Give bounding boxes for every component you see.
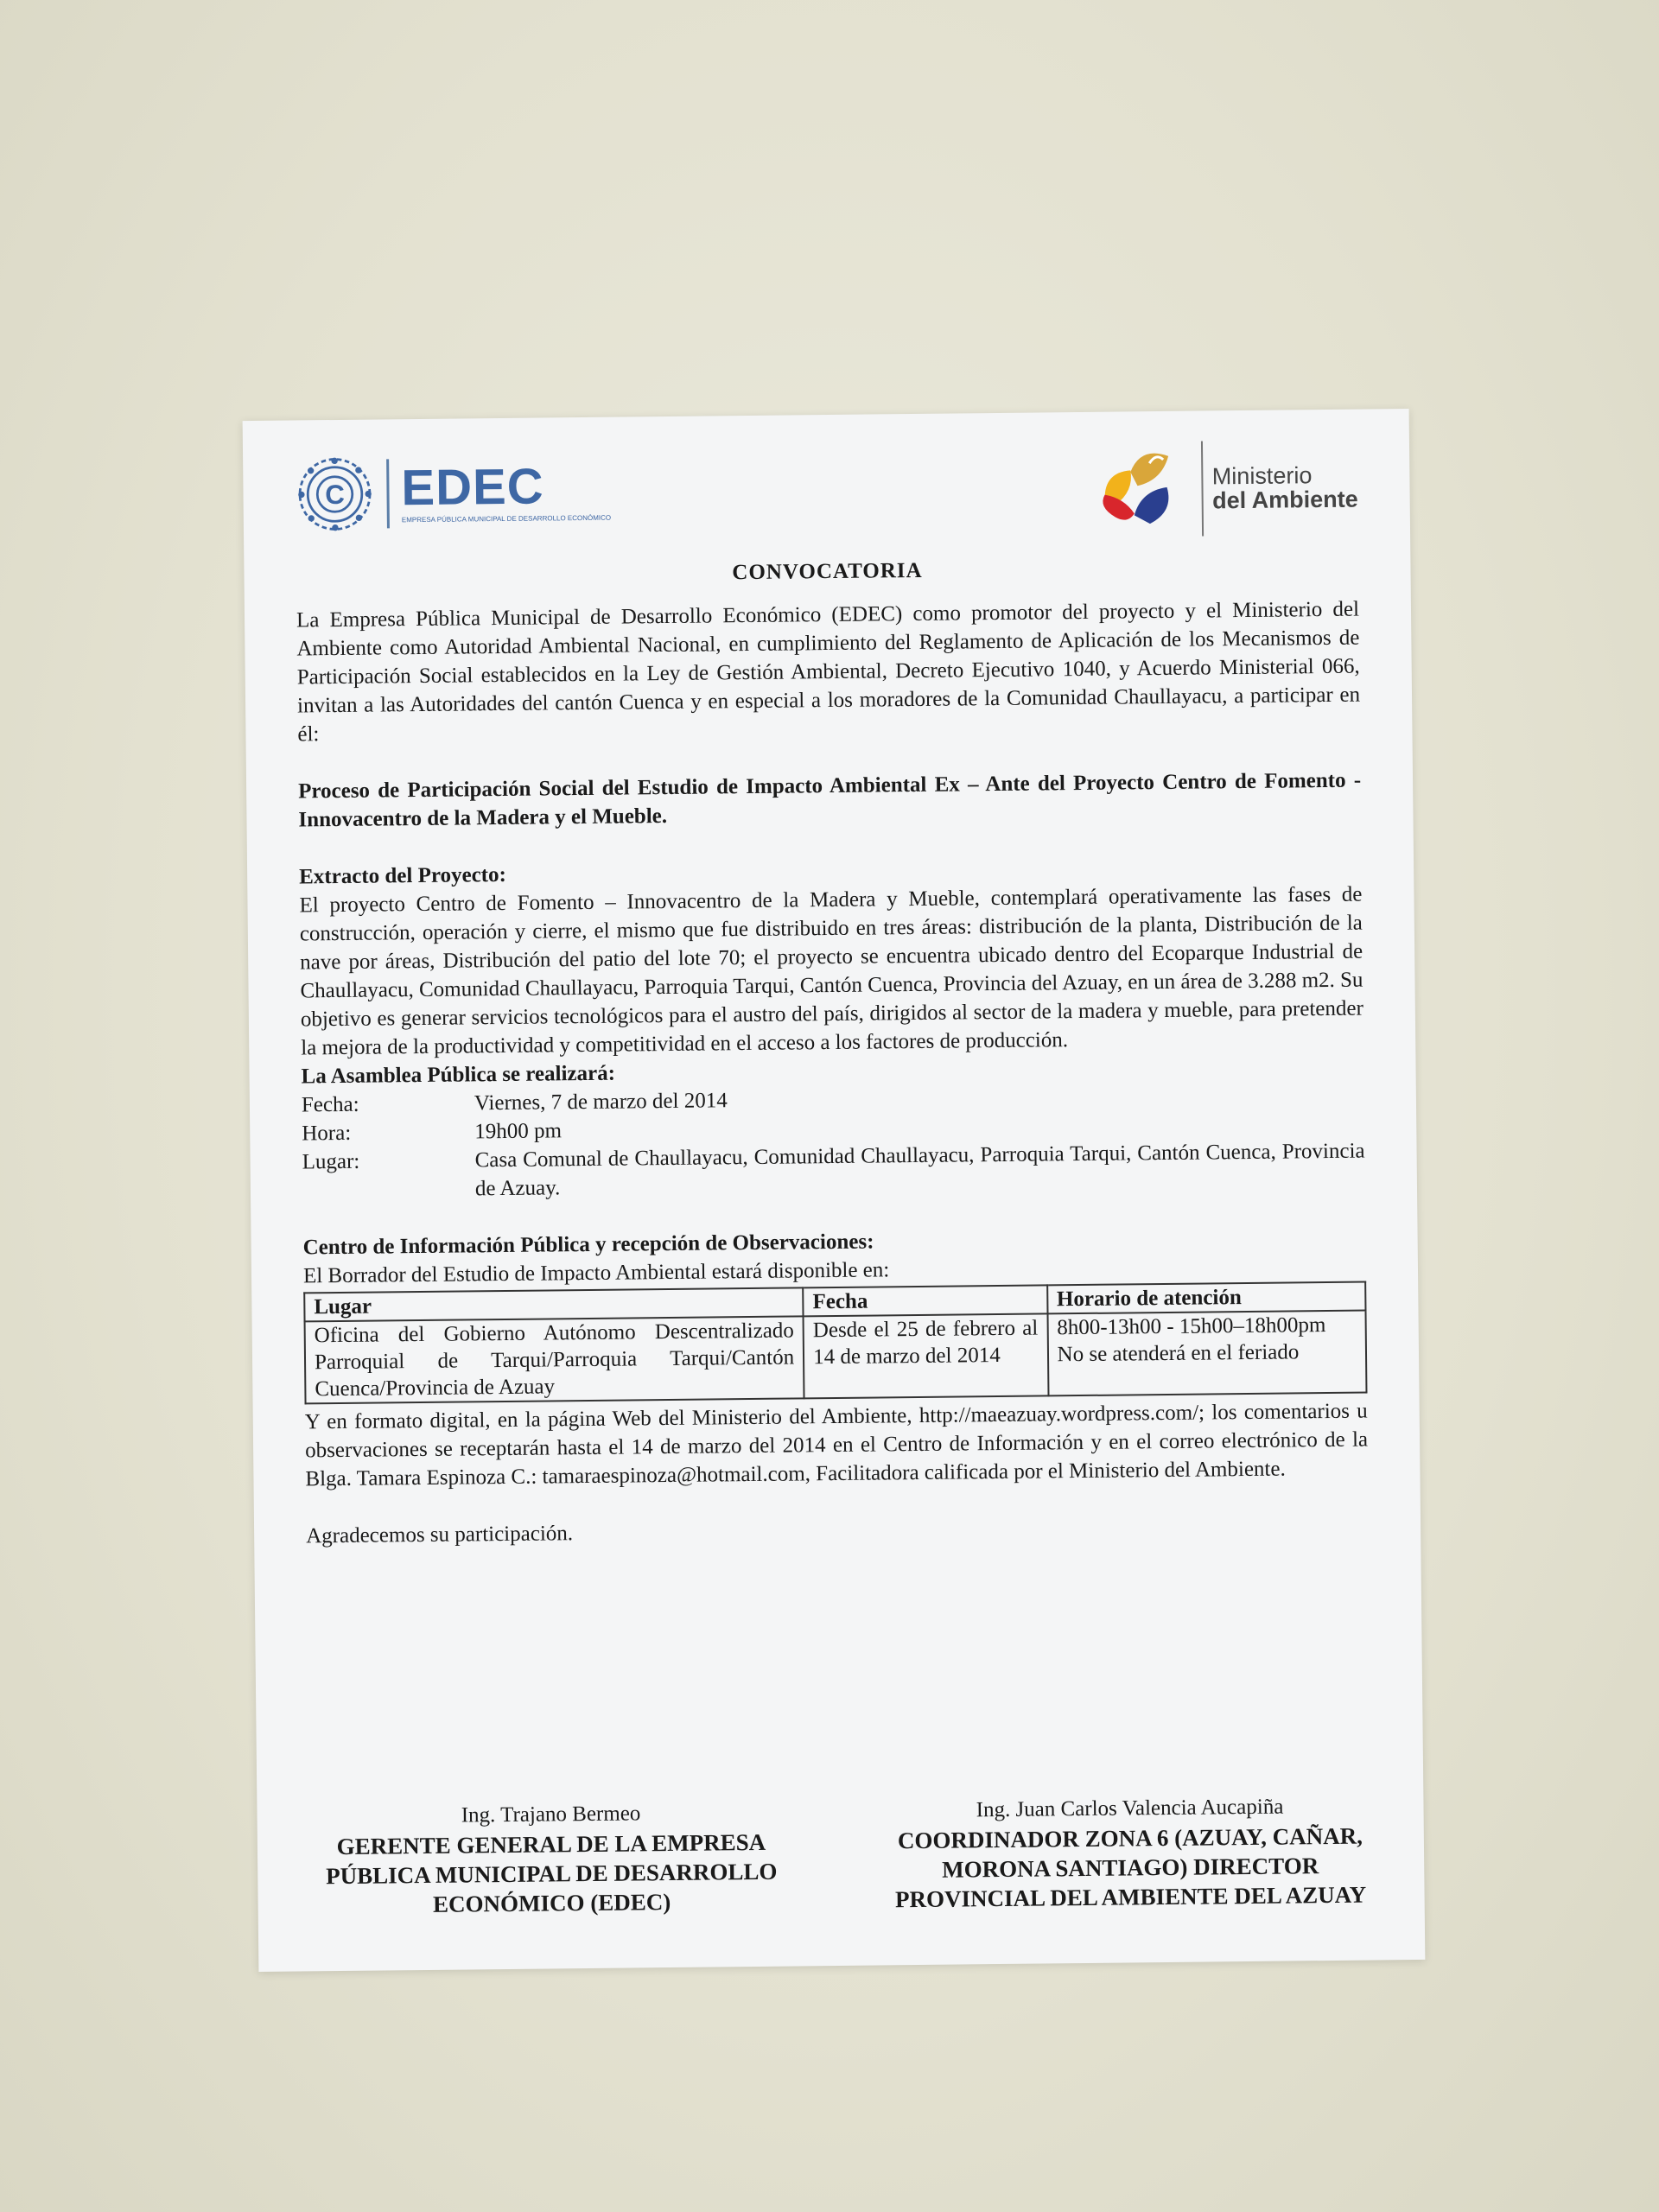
ministerio-emblem-icon xyxy=(1089,437,1193,542)
signature-right xyxy=(887,1792,1372,1915)
edec-divider xyxy=(386,459,390,528)
info-intro: El Borrador del Estudio de Impacto Ambiental estará disponible en: xyxy=(302,1258,890,1288)
edec-name: EDEC xyxy=(401,458,544,516)
assembly-hora-label: Hora: xyxy=(302,1121,352,1146)
ministerio-logo xyxy=(1089,435,1358,542)
signature-right-name: Ing. Juan Carlos Valencia Aucapiña xyxy=(976,1795,1284,1822)
table-header-horario: Horario de atención xyxy=(1047,1282,1366,1314)
intro-paragraph: La Empresa Pública Municipal de Desarrollo Económico (EDEC) como promotor del proyecto y el Ministerio del Ambiente como Autoridad Ambiental Nacional, en cumplimiento del Reglamento de Aplicación de los Mecanismos de Participación Social establecidos en la Ley de Gestión Ambiental, Decreto Ejecutivo 1040, y Acuerdo Ministerial 066, invitan a las Autoridades del cantón Cuenca y en especial a los moradores de la Comunidad Chaullayacu, a participar en él: xyxy=(296,597,1361,747)
signature-left-title: GERENTE GENERAL DE LA EMPRESA PÚBLICA MUNICIPAL DE DESARROLLO ECONÓMICO (EDEC) xyxy=(325,1828,778,1917)
info-table xyxy=(303,1281,1367,1405)
thanks-text: Agradecemos su participación. xyxy=(306,1522,574,1548)
ministerio-line1: Ministerio xyxy=(1211,461,1313,490)
table-header-fecha: Fecha xyxy=(803,1285,1047,1316)
edec-emblem-icon xyxy=(295,454,375,535)
ministerio-divider xyxy=(1201,441,1204,536)
assembly-fecha-label: Fecha: xyxy=(301,1092,359,1117)
header-logos xyxy=(295,435,1358,550)
notice-paper xyxy=(243,409,1426,1972)
signature-right-title: COORDINADOR ZONA 6 (AZUAY, CAÑAR, MORONA SANTIAGO) DIRECTOR PROVINCIAL DEL AMBIENTE DEL AZUAY xyxy=(894,1822,1367,1913)
table-row xyxy=(305,1311,1367,1404)
assembly-lugar-label: Lugar: xyxy=(302,1149,360,1174)
assembly-heading: La Asamblea Pública se realizará: xyxy=(301,1061,616,1089)
signature-left-name: Ing. Trajano Bermeo xyxy=(461,1802,641,1827)
assembly-lugar-value: Casa Comunal de Chaullayacu, Comunidad Chaullayacu, Parroquia Tarqui, Cantón Cuenca, Provincia de Azuay. xyxy=(474,1139,1365,1201)
edec-logo xyxy=(295,452,611,535)
table-cell-horario xyxy=(1047,1311,1366,1396)
document-title: CONVOCATORIA xyxy=(732,558,923,585)
signatures xyxy=(308,1792,1372,1921)
edec-subtitle: EMPRESA PÚBLICA MUNICIPAL DE DESARROLLO ECONÓMICO xyxy=(401,513,612,524)
table-header-lugar: Lugar xyxy=(304,1287,803,1321)
document-body xyxy=(296,595,1369,1551)
table-cell-lugar: Oficina del Gobierno Autónomo Descentralizado Parroquial de Tarqui/Parroquia Tarqui/Cantón Cuenca/Provincia de Azuay xyxy=(305,1316,804,1403)
extract-heading: Extracto del Proyecto: xyxy=(299,862,507,889)
ministerio-line2: del Ambiente xyxy=(1211,486,1358,514)
info-heading: Centro de Información Pública y recepción de Observaciones: xyxy=(302,1230,874,1260)
assembly-lugar-row xyxy=(302,1137,1365,1205)
assembly-fecha-value: Viernes, 7 de marzo del 2014 xyxy=(474,1089,728,1116)
svg-text:C: C xyxy=(325,479,346,511)
digital-paragraph: Y en formato digital, en la página Web del Ministerio del Ambiente, http://maeazuay.wordpress.com/; los comentarios u observaciones se receptarán hasta el 14 de marzo del 2014 en el Centro de Información y en el correo electrónico de la Blga. Tamara Espinoza C.: tamaraespinoza@hotmail.com, Facilitadora calificada por el Ministerio del Ambiente. xyxy=(304,1399,1369,1491)
process-title: Proceso de Participación Social del Estudio de Impacto Ambiental Ex – Ante del Proyecto Centro de Fomento - Innovacentro de la Madera y el Mueble. xyxy=(297,768,1362,832)
table-cell-fecha: Desde el 25 de febrero al 14 de marzo del 2014 xyxy=(804,1313,1048,1398)
table-cell-horario-note: No se atenderá en el feriado xyxy=(1057,1340,1300,1367)
table-cell-horario-hours: 8h00-13h00 - 15h00–18h00pm xyxy=(1057,1313,1326,1340)
signature-left xyxy=(308,1798,793,1921)
extract-paragraph: El proyecto Centro de Fomento – Innovacentro de la Madera y Mueble, contemplará operativamente las fases de construcción, operación y cierre, el mismo que fue distribuido en tres áreas: distribución de la planta, Distribución de la nave por áreas, Distribución del patio del lote 70; el proyecto se encuentra ubicado dentro del Ecoparque Industrial de Chaullayacu, Comunidad Chaullayacu, Parroquia Tarqui, Cantón Cuenca, Provincia del Azuay, en un área de 3.288 m2. Su objetivo es generar servicios tecnológicos para el austro del país, dirigidos al sector de la madera y mueble, para pretender la mejora de la productividad y competitividad en el acceso a los factores de producción. xyxy=(299,882,1363,1060)
assembly-hora-value: 19h00 pm xyxy=(474,1119,563,1144)
